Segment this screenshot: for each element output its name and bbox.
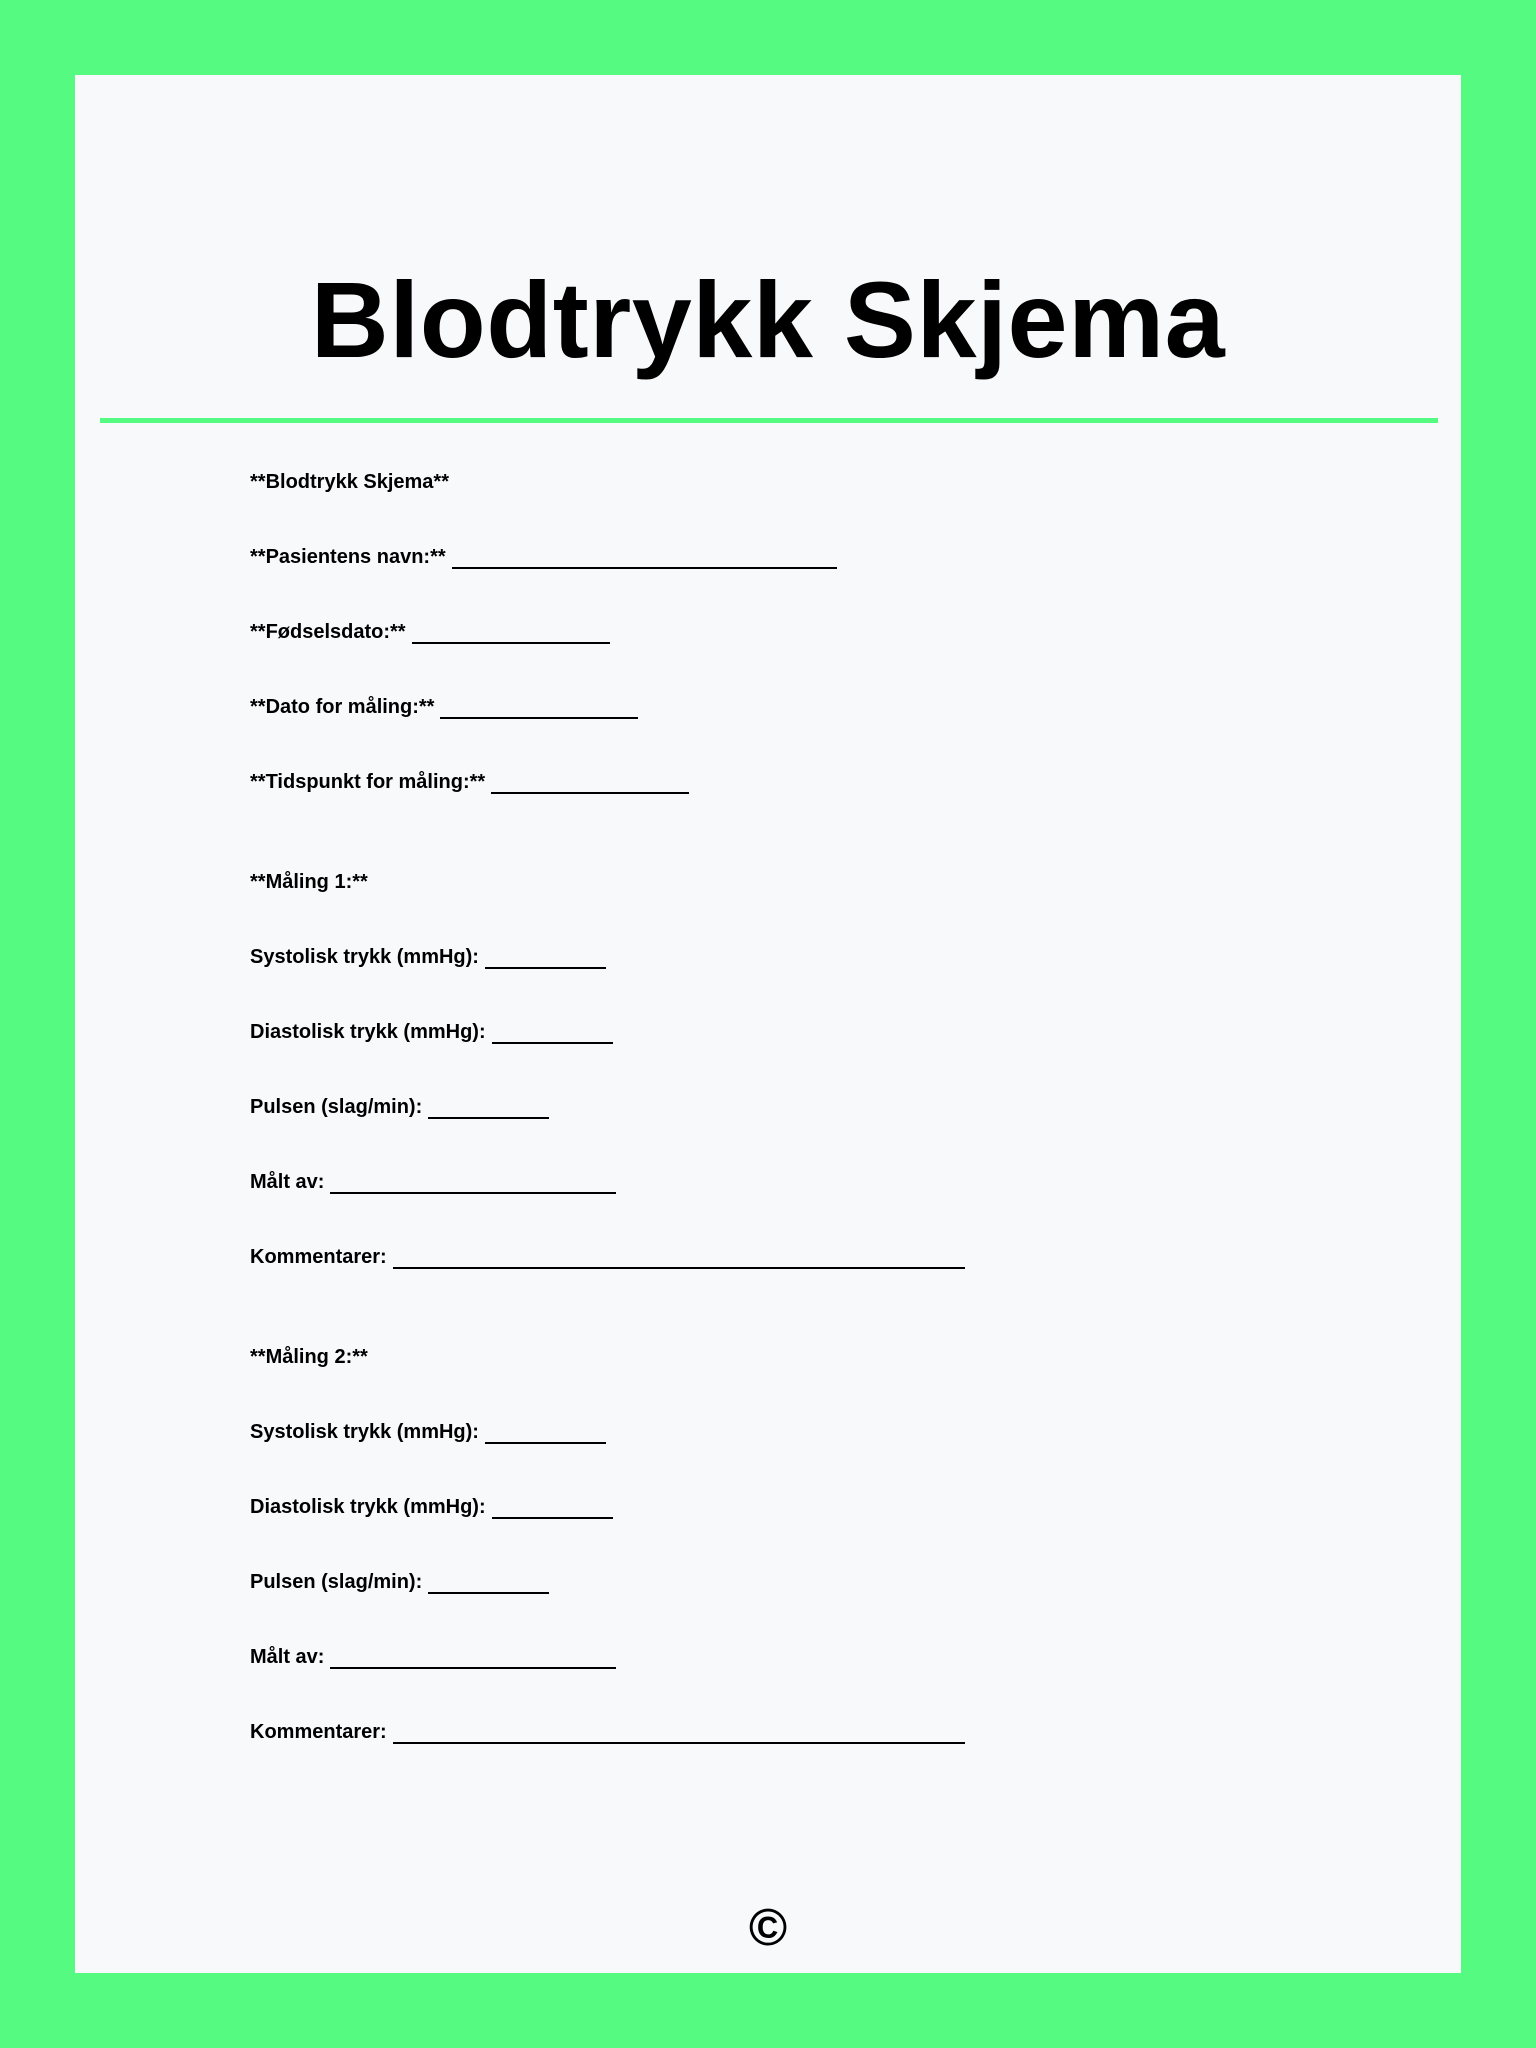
systolic-label: Systolisk trykk (mmHg): [250,1421,479,1443]
diastolic-label: Diastolisk trykk (mmHg): [250,1496,486,1518]
measurement-2-measured-by-row [250,1645,1250,1669]
measured-by-field[interactable] [330,1645,616,1669]
measurement-2-pulse-row [250,1570,1250,1594]
comments-label: Kommentarer: [250,1246,387,1268]
systolic-field[interactable] [485,945,606,969]
systolic-field[interactable] [485,1420,606,1444]
measurement-heading-label: **Måling 1:** [250,871,368,893]
measurement-1-heading [250,870,1250,894]
measurement-2-systolic-row [250,1420,1250,1444]
measurement-1-comments-row [250,1245,1250,1269]
diastolic-field[interactable] [492,1020,613,1044]
measurement-2-comments-row [250,1720,1250,1744]
measurement-time-label: **Tidspunkt for måling:** [250,771,486,793]
patient-name-label: **Pasientens navn:** [250,546,446,568]
page-title: Blodtrykk Skjema [310,259,1226,380]
measurement-date-label: **Dato for måling:** [250,696,435,718]
birth-date-label: **Fødselsdato:** [250,621,406,643]
measurement-time-row [250,770,1250,794]
measured-by-label: Målt av: [250,1171,325,1193]
comments-field[interactable] [393,1720,965,1744]
patient-name-field[interactable] [452,545,837,569]
diastolic-label: Diastolisk trykk (mmHg): [250,1021,486,1043]
measured-by-field[interactable] [330,1170,616,1194]
form-header-label: **Blodtrykk Skjema** [250,471,449,493]
comments-label: Kommentarer: [250,1721,387,1743]
pulse-label: Pulsen (slag/min): [250,1096,423,1118]
measurement-heading-label: **Måling 2:** [250,1346,368,1368]
form-header [250,470,1250,494]
measurement-2-heading [250,1345,1250,1369]
measurement-2-diastolic-row [250,1495,1250,1519]
measurement-date-row [250,695,1250,719]
birth-date-field[interactable] [412,620,610,644]
measurement-time-field[interactable] [491,770,689,794]
birth-date-row [250,620,1250,644]
diastolic-field[interactable] [492,1495,613,1519]
pulse-label: Pulsen (slag/min): [250,1571,423,1593]
systolic-label: Systolisk trykk (mmHg): [250,946,479,968]
measurement-1-measured-by-row [250,1170,1250,1194]
pulse-field[interactable] [428,1095,549,1119]
form-page [75,75,1461,1973]
measurement-1-diastolic-row [250,1020,1250,1044]
measurement-date-field[interactable] [440,695,638,719]
copyright-icon: © [748,1899,788,1957]
patient-name-row [250,545,1250,569]
title-divider [100,418,1438,423]
comments-field[interactable] [393,1245,965,1269]
pulse-field[interactable] [428,1570,549,1594]
measured-by-label: Målt av: [250,1646,325,1668]
measurement-1-pulse-row [250,1095,1250,1119]
measurement-1-systolic-row [250,945,1250,969]
form-content [250,470,1250,1744]
